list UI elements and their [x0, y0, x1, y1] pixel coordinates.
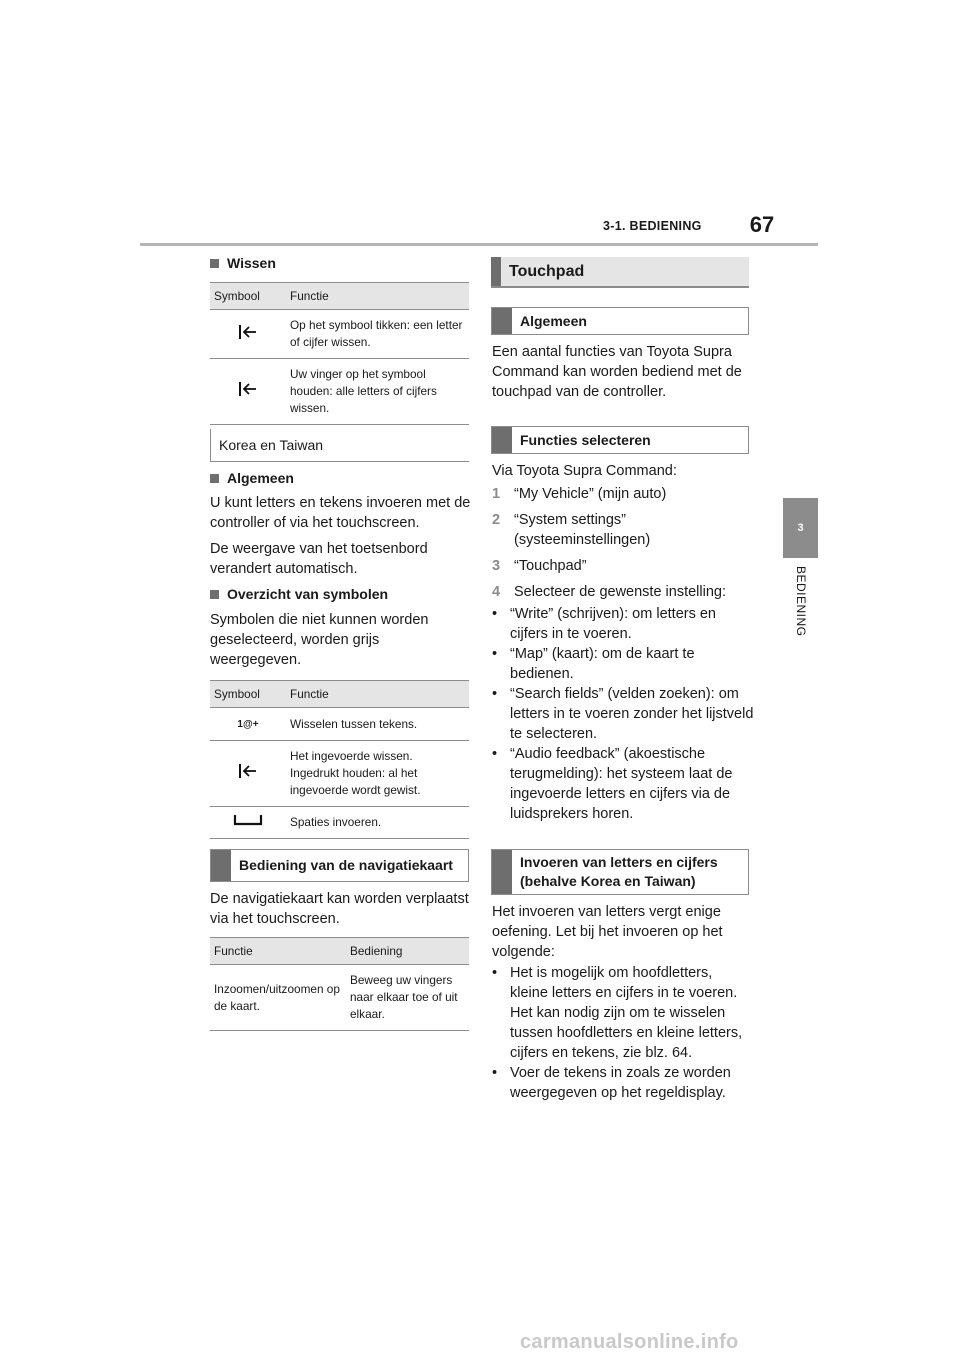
navigatie-heading-text: Bediening van de navigatiekaart	[239, 857, 453, 873]
list-item	[492, 744, 754, 824]
table-header: Bediening	[346, 938, 469, 965]
paragraph: Symbolen die niet kunnen worden geselecteerd, worden grijs weergegeven.	[210, 612, 429, 668]
bullet-icon: •	[492, 606, 498, 622]
bullet-icon: •	[492, 686, 498, 702]
step-number: 1	[492, 486, 501, 502]
step-text: “My Vehicle” (mijn auto)	[514, 486, 667, 502]
algemeen-box-text: Algemeen	[520, 312, 587, 329]
navigatie-box-heading	[210, 849, 469, 882]
list-item	[492, 644, 754, 684]
list-item	[492, 684, 754, 744]
paragraph: De weergave van het toetsenbord verandert automatisch.	[210, 541, 428, 577]
paragraph: Een aantal functies van Toyota Supra Command kan worden bediend met de touchpad van de controller.	[492, 344, 742, 400]
algemeen-heading-text: Algemeen	[227, 470, 294, 486]
functies-box-text: Functies selecteren	[520, 431, 651, 448]
page-number: 67	[749, 212, 775, 237]
option-text: “Audio feedback” (akoestische terugmelding): het systeem laat de ingevoerde letters en cijfers via de luidsprekers horen.	[510, 746, 733, 822]
note-text: Voer de tekens in zoals ze worden weergegeven op het regeldisplay.	[510, 1065, 731, 1101]
table-header: Functie	[210, 938, 346, 965]
table-row	[210, 741, 469, 807]
step-text: “System settings” (systeeminstellingen)	[514, 512, 651, 548]
table-cell: Het ingevoerde wissen. Ingedrukt houden: al het ingevoerde wordt gewist.	[286, 741, 469, 807]
heading-bar	[491, 257, 501, 286]
algemeen-box-heading	[491, 307, 749, 335]
region-note: Korea en Taiwan	[210, 429, 469, 462]
table-header: Functie	[286, 681, 469, 708]
option-list	[492, 604, 754, 824]
overzicht-heading-text: Overzicht van symbolen	[227, 586, 389, 602]
table-header: Symbool	[210, 681, 286, 708]
table-row	[210, 965, 469, 1031]
step-text: Selecteer de gewenste instelling:	[514, 584, 726, 600]
section-title: 3-1. BEDIENING	[603, 219, 702, 233]
bullet-icon: •	[492, 1065, 498, 1081]
square-bullet-icon	[210, 590, 219, 599]
square-bullet-icon	[210, 259, 219, 268]
header-rule	[140, 243, 818, 246]
chapter-tab	[783, 498, 818, 558]
bullet-icon: •	[492, 646, 498, 662]
table-cell: Op het symbool tikken: een letter of cijfer wissen.	[286, 310, 469, 359]
step-text: “Touchpad”	[514, 558, 587, 574]
bullet-icon: •	[492, 746, 498, 762]
table-header: Functie	[286, 283, 469, 310]
touchpad-heading-text: Touchpad	[509, 262, 585, 280]
backspace-icon	[210, 359, 286, 425]
list-item	[492, 484, 754, 504]
table-cell: Wisselen tussen tekens.	[286, 708, 469, 741]
table-header: Symbool	[210, 283, 286, 310]
table-cell: Beweeg uw vingers naar elkaar toe of uit elkaar.	[346, 965, 469, 1031]
touchpad-heading	[491, 257, 749, 288]
wissen-table	[210, 282, 469, 425]
switch-characters-icon: 1@+	[210, 708, 286, 741]
heading-bar	[492, 308, 512, 334]
step-list	[492, 484, 754, 602]
table-cell: Uw vinger op het symbool houden: alle letters of cijfers wissen.	[286, 359, 469, 425]
square-bullet-icon	[210, 474, 219, 483]
invoeren-box-text: Invoeren van letters en cijfers (behalve Korea en Taiwan)	[520, 854, 718, 889]
invoeren-box-heading	[491, 849, 749, 895]
algemeen-heading	[210, 470, 294, 486]
bullet-icon: •	[492, 965, 498, 981]
step-number: 4	[492, 584, 501, 600]
list-item	[492, 604, 754, 644]
backspace-icon	[210, 310, 286, 359]
symbols-table	[210, 680, 469, 839]
paragraph: Via Toyota Supra Command:	[492, 463, 677, 479]
option-text: “Search fields” (velden zoeken): om letters in te voeren zonder het lijstveld te selecteren.	[510, 686, 754, 742]
list-item	[492, 1063, 754, 1103]
table-cell: Spaties invoeren.	[286, 807, 469, 839]
chapter-label-wrap	[783, 566, 818, 646]
list-item	[492, 510, 754, 550]
table-row	[210, 310, 469, 359]
functies-box-heading	[491, 426, 749, 454]
space-icon	[210, 807, 286, 839]
table-row	[210, 708, 469, 741]
step-number: 3	[492, 558, 501, 574]
chapter-number: 3	[797, 522, 804, 534]
heading-bar	[211, 850, 231, 881]
overzicht-heading	[210, 586, 388, 602]
paragraph: U kunt letters en tekens invoeren met de controller of via het touchscreen.	[210, 495, 471, 531]
wissen-heading-text: Wissen	[227, 255, 276, 271]
table-cell: Inzoomen/uitzoomen op de kaart.	[210, 965, 346, 1031]
nav-table	[210, 937, 469, 1031]
table-row	[210, 359, 469, 425]
list-item	[492, 556, 754, 576]
heading-bar	[492, 850, 512, 894]
list-item	[492, 963, 754, 1063]
heading-bar	[492, 427, 512, 453]
step-number: 2	[492, 512, 501, 528]
notes-list	[492, 963, 754, 1103]
paragraph: Het invoeren van letters vergt enige oefening. Let bij het invoeren op het volgende:	[492, 904, 723, 960]
table-row	[210, 807, 469, 839]
list-item	[492, 582, 754, 602]
wissen-heading	[210, 255, 276, 271]
chapter-label: BEDIENING	[793, 566, 808, 637]
note-text: Het is mogelijk om hoofdletters, kleine letters en cijfers in te voeren. Het kan nodig zijn om te wisselen tussen hoofdletters en kleine letters, cijfers en tekens, zie blz. 64.	[510, 965, 743, 1061]
backspace-icon	[210, 741, 286, 807]
paragraph: De navigatiekaart kan worden verplaatst via het touchscreen.	[210, 891, 469, 927]
watermark: carmanualsonline.info	[520, 1331, 739, 1353]
option-text: “Map” (kaart): om de kaart te bedienen.	[510, 646, 695, 682]
option-text: “Write” (schrijven): om letters en cijfers in te voeren.	[510, 606, 716, 642]
